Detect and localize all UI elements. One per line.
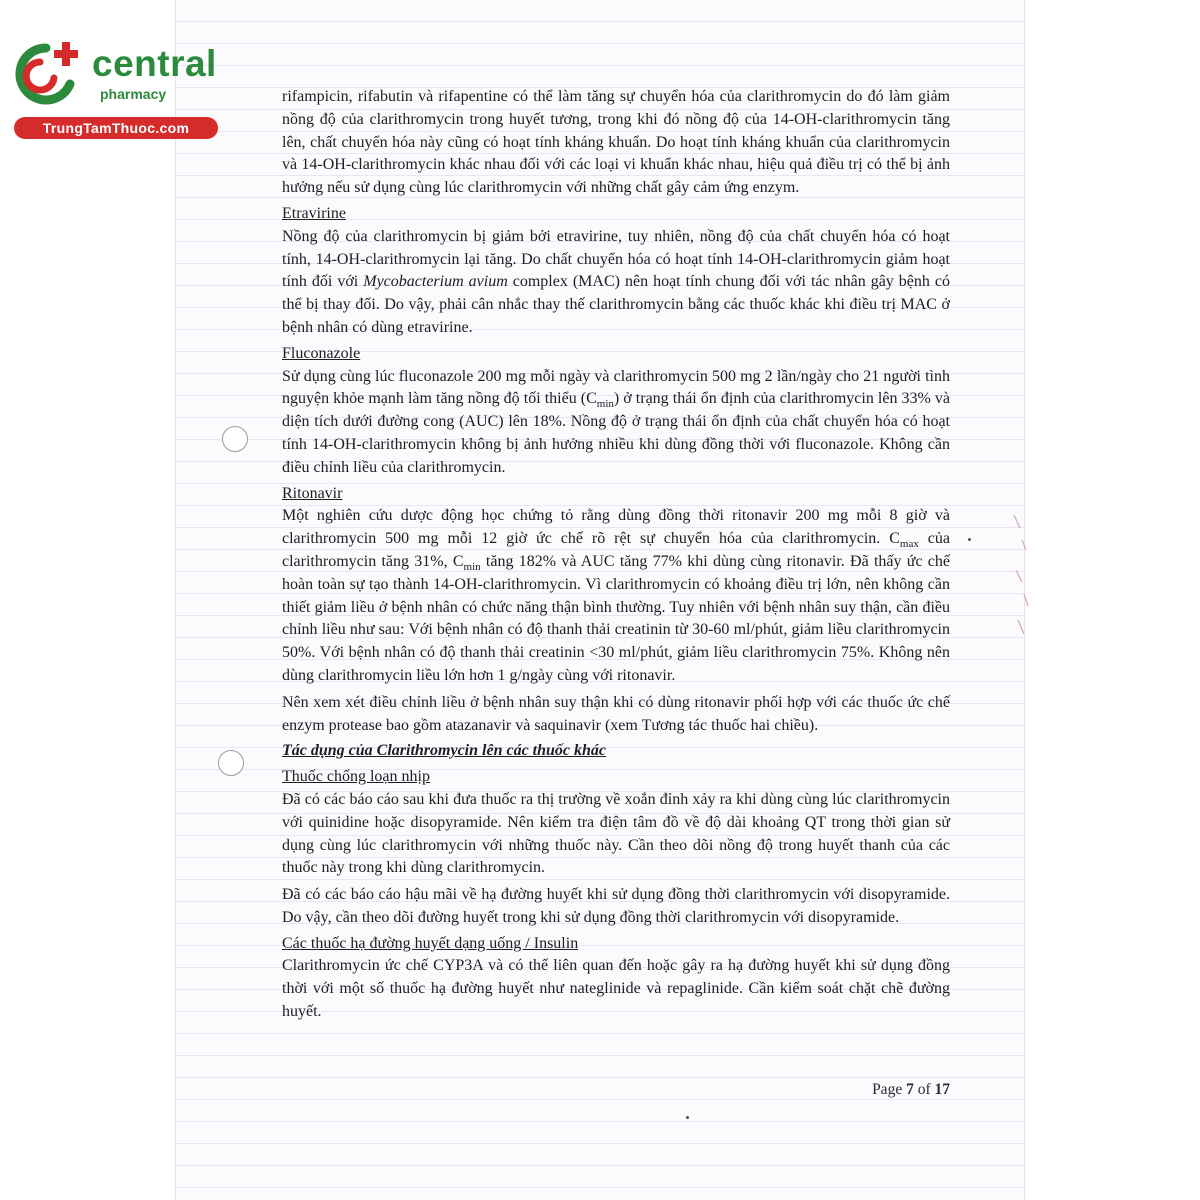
brand-site: TrungTamThuoc.com: [14, 117, 218, 139]
stamp-edge-marks: [1010, 510, 1030, 640]
paragraph-ritonavir-renal: Nên xem xét điều chỉnh liều ở bệnh nhân suy thận khi có dùng ritonavir phối hợp với các thuốc ức chế enzym protease bao gồm atazanavir và saquinavir (xem Tương tác thuốc hai chiều).: [282, 693, 950, 734]
page-number: Page 7 of 17: [872, 1081, 950, 1098]
paragraph-ritonavir: Một nghiên cứu dược động học chứng tỏ rằng dùng đồng thời ritonavir 200 mg mỗi 8 giờ và clarithromycin 500 mg mỗi 12 giờ ức chế rõ rệt sự chuyển hóa của clarithromycin. $C_{max}$ của clarithromycin tăng 31%, $C_{min}$ tăng 182% và AUC tăng 77% khi dùng cùng ritonavir. Đã thấy ức chế hoàn toàn sự tạo thành 14-OH-clarithromycin. Vì clarithromycin có khoảng điều trị lớn, nên không cần thiết giảm liều ở bệnh nhân có chức năng thận bình thường. Tuy nhiên với bệnh nhân suy thận, cần điều chỉnh liều như sau: Với bệnh nhân có độ thanh thải creatinin từ 30-60 ml/phút, giảm liều clarithromycin 50%. Với bệnh nhân có độ thanh thải creatinin <30 ml/phút, giảm liều clarithromycin 75%. Không nên dùng clarithromycin liều lớn hơn 1 g/ngày cùng với ritonavir.: [282, 507, 951, 684]
document-body: [282, 86, 950, 1024]
brand-subtitle: pharmacy: [100, 86, 167, 102]
heading-oral-hypoglycemics: Các thuốc hạ đường huyết dạng uống / Insulin: [282, 934, 579, 952]
heading-etravirine: Etravirine: [282, 204, 346, 222]
paragraph-antiarrhythmics: Đã có các báo cáo sau khi đưa thuốc ra thị trường về xoắn đỉnh xảy ra khi dùng cùng lúc clarithromycin với quinidine hoặc disopyramide. Nên kiểm tra điện tâm đồ về độ dài khoảng QT trong thời gian sử dụng cùng lúc clarithromycin với những thuốc này. Cần theo dõi nồng độ trong huyết thanh của các thuốc này trong khi dùng clarithromycin.: [282, 790, 950, 877]
pharmacy-cross-icon: [10, 38, 90, 110]
paragraph-cyp3a: Clarithromycin ức chế CYP3A và có thể liên quan đến hoặc gây ra hạ đường huyết khi sử dụng đồng thời với một số thuốc hạ đường huyết như nateglinide và repaglinide. Cần kiểm soát chặt chẽ đường huyết.: [282, 957, 950, 1021]
heading-ritonavir: Ritonavir: [282, 484, 343, 502]
paragraph-hypoglycemia: Đã có các báo cáo hậu mãi về hạ đường huyết khi sử dụng đồng thời clarithromycin với disopyramide. Do vậy, cần theo dõi đường huyết trong khi sử dụng đồng thời clarithromycin với disopyramide.: [282, 886, 950, 926]
brand-name: central: [92, 43, 217, 84]
speck: [968, 538, 971, 541]
paragraph-fluconazole: Sử dụng cùng lúc fluconazole 200 mg mỗi ngày và clarithromycin 500 mg 2 lần/ngày cho 21 người tình nguyện khỏe mạnh làm tăng nồng độ tối thiểu $(C_{min})$ ở trạng thái ổn định của clarithromycin lên 33% và diện tích dưới đường cong (AUC) lên 18%. Nồng độ ở trạng thái ổn định của chất chuyển hóa có hoạt tính 14-OH-clarithromycin không bị ảnh hưởng nhiều khi dùng đồng thời với fluconazole. Không cần điều chỉnh liều của clarithromycin.: [282, 367, 951, 476]
section-title-effects: Tác dụng của Clarithromycin lên các thuốc khác: [282, 742, 607, 760]
punch-hole: [222, 426, 248, 452]
punch-hole: [218, 750, 244, 776]
speck: [686, 1116, 689, 1119]
heading-antiarrhythmics: Thuốc chống loạn nhịp: [282, 768, 430, 786]
heading-fluconazole: Fluconazole: [282, 344, 361, 362]
central-pharmacy-logo: [8, 36, 217, 136]
paragraph-rifampicin: rifampicin, rifabutin và rifapentine có thể làm tăng sự chuyển hóa của clarithromycin do đó làm giảm nồng độ của clarithromycin trong huyết tương, trong khi đó nồng độ của 14-OH-clarithromycin tăng lên, chất chuyển hóa này cũng có hoạt tính kháng khuẩn. Do hoạt tính kháng khuẩn của clarithromycin và 14-OH-clarithromycin khác nhau đối với các loại vi khuẩn khác nhau, hiệu quả điều trị có thể bị ảnh hưởng nếu sử dụng cùng lúc clarithromycin với những chất gây cảm ứng enzym.: [282, 88, 950, 197]
paragraph-etravirine: Nồng độ của clarithromycin bị giảm bởi etravirine, tuy nhiên, nồng độ của chất chuyển hóa có hoạt tính, 14-OH-clarithromycin lại tăng. Do chất chuyển hóa có hoạt tính 14-OH-clarithromycin giảm hoạt tính đối với Mycobacterium avium complex (MAC) nên hoạt tính chung đối với tác nhân gây bệnh có thể bị thay đổi. Do vậy, phải cân nhắc thay thế clarithromycin bằng các thuốc khác khi điều trị MAC ở bệnh nhân có dùng etravirine.: [282, 227, 951, 336]
